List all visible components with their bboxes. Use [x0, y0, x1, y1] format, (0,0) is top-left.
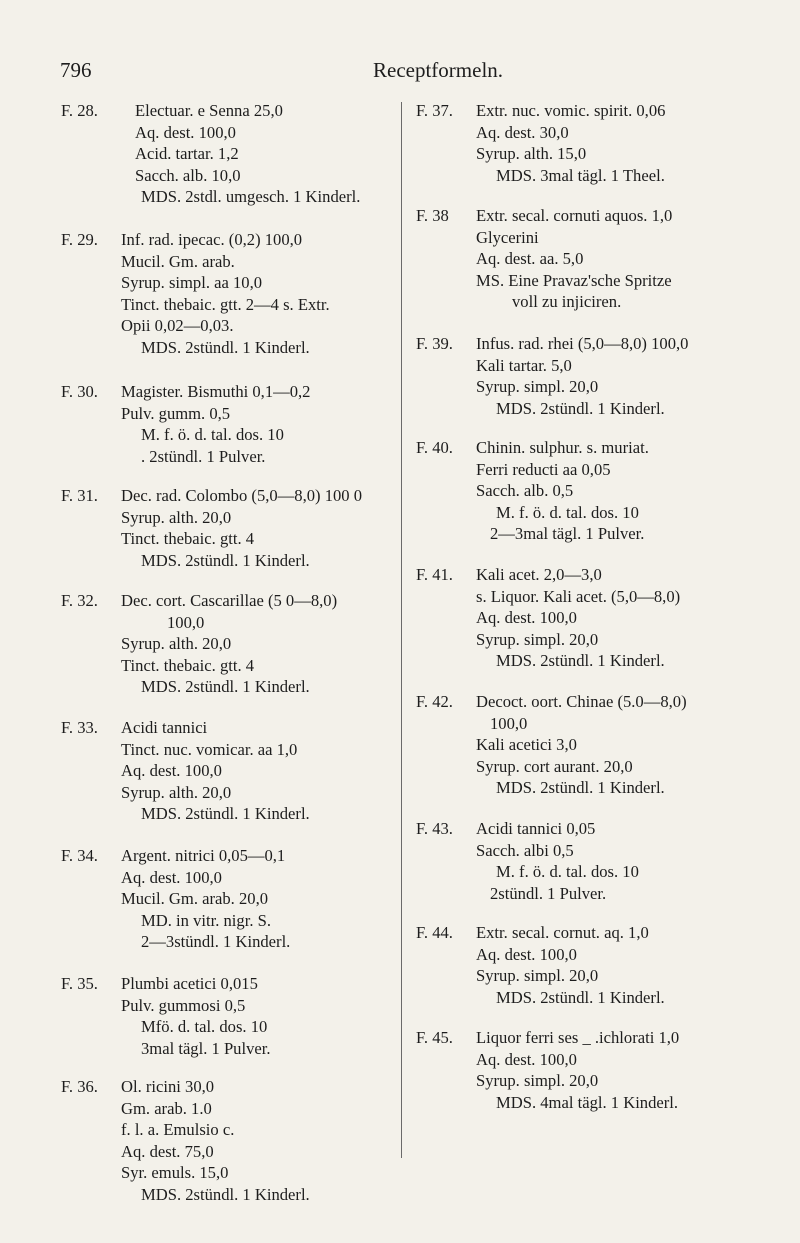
- recipe-line: Dec. cort. Cascarillae (5 0—8,0): [121, 591, 338, 610]
- recipe-line: Liquor ferri ses _ .ichlorati 1,0: [476, 1028, 680, 1047]
- recipe-line: Glycerini: [476, 227, 539, 247]
- recipe-line: MDS. 2stündl. 1 Kinderl.: [141, 550, 310, 570]
- recipe-line: Infus. rad. rhei (5,0—8,0) 100,0: [476, 334, 689, 353]
- recipe-line: Kali tartar. 5,0: [476, 355, 572, 375]
- recipe-line: Extr. secal. cornut. aq. 1,0: [476, 923, 649, 942]
- recipe-number: F. 36.: [61, 1077, 98, 1096]
- recipe-line: Syrup. simpl. 20,0: [476, 629, 599, 649]
- recipe-number: F. 43.: [416, 819, 453, 838]
- recipe-right-1: [416, 100, 800, 186]
- recipe-line: MDS. 2stündl. 1 Kinderl.: [496, 987, 665, 1007]
- recipe-line: Syr. emuls. 15,0: [121, 1163, 229, 1183]
- recipe-line: Tinct. nuc. vomicar. aa 1,0: [121, 739, 298, 759]
- recipe-line: Syrup. simpl. 20,0: [476, 966, 599, 986]
- recipe-line: Pulv. gumm. 0,5: [121, 403, 231, 423]
- recipe-number: F. 35.: [61, 974, 98, 993]
- recipe-line: Aq. dest. 100,0: [476, 1049, 577, 1069]
- recipe-line: Magister. Bismuthi 0,1—0,2: [121, 382, 311, 401]
- recipe-line: Inf. rad. ipecac. (0,2) 100,0: [121, 230, 303, 249]
- recipe-line: Tinct. thebaic. gtt. 2—4 s. Extr.: [121, 294, 330, 314]
- recipe-number: F. 28.: [61, 101, 98, 120]
- recipe-line: Aq. dest. 100,0: [135, 122, 236, 142]
- recipe-line: Syrup. alth. 20,0: [121, 782, 232, 802]
- recipe-left-2: [61, 229, 456, 359]
- recipe-line: Mucil. Gm. arab. 20,0: [121, 889, 269, 909]
- recipe-number: F. 41.: [416, 565, 453, 584]
- recipe-line: Aq. dest. 100,0: [121, 761, 222, 781]
- recipe-number: F. 31.: [61, 486, 98, 505]
- recipe-line: s. Liquor. Kali acet. (5,0—8,0): [476, 586, 681, 606]
- recipe-line: Chinin. sulphur. s. muriat.: [476, 438, 649, 457]
- recipe-number: F. 34.: [61, 846, 98, 865]
- recipe-number: F. 45.: [416, 1028, 453, 1047]
- recipe-left-6: [61, 717, 456, 825]
- recipe-line: Pulv. gummosi 0,5: [121, 995, 246, 1015]
- recipe-line: Plumbi acetici 0,015: [121, 974, 258, 993]
- recipe-number: F. 30.: [61, 382, 98, 401]
- recipe-line: Decoct. oort. Chinae (5.0—8,0): [476, 692, 687, 711]
- recipe-line: 2—3stündl. 1 Kinderl.: [141, 932, 291, 952]
- recipe-right-3: [416, 333, 800, 419]
- recipe-line: Extr. nuc. vomic. spirit. 0,06: [476, 101, 666, 120]
- recipe-left-1: [61, 100, 456, 208]
- recipe-line: MD. in vitr. nigr. S.: [141, 910, 272, 930]
- recipe-line: 100,0: [490, 713, 528, 733]
- recipe-line: Aq. dest. 100,0: [476, 608, 577, 628]
- recipe-left-7: [61, 845, 456, 953]
- recipe-left-5: [61, 590, 456, 698]
- recipe-left-8: [61, 973, 456, 1059]
- recipe-line: Syrup. alth. 20,0: [121, 634, 232, 654]
- recipe-line: Ferri reducti aa 0,05: [476, 459, 611, 479]
- recipe-line: MDS. 3mal tägl. 1 Theel.: [496, 165, 665, 185]
- recipe-right-8: [416, 922, 800, 1008]
- recipe-line: . 2stündl. 1 Pulver.: [141, 446, 266, 466]
- recipe-line: Tinct. thebaic. gtt. 4: [121, 655, 255, 675]
- recipe-number: F. 39.: [416, 334, 453, 353]
- recipe-right-2: [416, 205, 800, 313]
- recipe-line: 2stündl. 1 Pulver.: [490, 883, 607, 903]
- recipe-right-5: [416, 564, 800, 672]
- recipe-left-3: [61, 381, 456, 467]
- recipe-line: MDS. 2stündl. 1 Kinderl.: [141, 1184, 310, 1204]
- recipe-number: F. 29.: [61, 230, 98, 249]
- recipe-line: MDS. 2stündl. 1 Kinderl.: [141, 337, 310, 357]
- recipe-line: Aq. dest. 100,0: [476, 944, 577, 964]
- page-header: [60, 58, 760, 88]
- recipe-line: Syrup. cort aurant. 20,0: [476, 756, 633, 776]
- recipe-line: Sacch. alb. 0,5: [476, 481, 574, 501]
- recipe-number: F. 37.: [416, 101, 453, 120]
- recipe-line: Syrup. simpl. 20,0: [476, 1071, 599, 1091]
- recipe-line: Opii 0,02—0,03.: [121, 316, 234, 336]
- recipe-right-6: [416, 691, 800, 799]
- recipe-line: Aq. dest. aa. 5,0: [476, 249, 584, 269]
- recipe-line: Acidi tannici 0,05: [476, 819, 596, 838]
- recipe-right-4: [416, 437, 800, 545]
- recipe-line: Mfö. d. tal. dos. 10: [141, 1017, 268, 1037]
- recipe-line: Kali acetici 3,0: [476, 735, 577, 755]
- recipe-line: MDS. 2stündl. 1 Kinderl.: [141, 804, 310, 824]
- recipe-line: 2—3mal tägl. 1 Pulver.: [490, 524, 645, 544]
- column-divider: [401, 102, 402, 1158]
- recipe-line: Aq. dest. 30,0: [476, 122, 569, 142]
- recipe-line: MDS. 2stündl. 1 Kinderl.: [141, 677, 310, 697]
- recipe-line: Sacch. alb. 10,0: [135, 165, 241, 185]
- recipe-line: Sacch. albi 0,5: [476, 840, 574, 860]
- recipe-line: Dec. rad. Colombo (5,0—8,0) 100 0: [121, 486, 363, 505]
- recipe-line: f. l. a. Emulsio c.: [121, 1120, 235, 1140]
- recipe-line: MDS. 2stündl. 1 Kinderl.: [496, 398, 665, 418]
- recipe-number: F. 42.: [416, 692, 453, 711]
- recipe-left-9: [61, 1076, 456, 1206]
- recipe-line: M. f. ö. d. tal. dos. 10: [496, 862, 639, 882]
- recipe-line: Electuar. e Senna 25,0: [135, 101, 283, 120]
- running-title: Receptformeln.: [373, 58, 504, 82]
- recipe-line: Gm. arab. 1.0: [121, 1098, 212, 1118]
- recipe-line: Mucil. Gm. arab.: [121, 251, 235, 271]
- page-number: 796: [60, 58, 92, 82]
- recipe-left-4: [61, 485, 456, 571]
- recipe-line: MS. Eine Pravaz'sche Spritze: [476, 270, 672, 290]
- recipe-line: Tinct. thebaic. gtt. 4: [121, 529, 255, 549]
- recipe-line: MDS. 4mal tägl. 1 Kinderl.: [496, 1092, 679, 1112]
- recipe-line: MDS. 2stündl. 1 Kinderl.: [496, 651, 665, 671]
- recipe-line: 3mal tägl. 1 Pulver.: [141, 1038, 271, 1058]
- recipe-line: Syrup. alth. 15,0: [476, 144, 587, 164]
- recipe-line: Aq. dest. 100,0: [121, 867, 222, 887]
- recipe-line: MDS. 2stündl. 1 Kinderl.: [496, 778, 665, 798]
- recipe-right-7: [416, 818, 800, 904]
- recipe-number: F. 32.: [61, 591, 98, 610]
- recipe-line: Syrup. alth. 20,0: [121, 507, 232, 527]
- recipe-line: Aq. dest. 75,0: [121, 1141, 214, 1161]
- recipe-number: F. 33.: [61, 718, 98, 737]
- recipe-line: 100,0: [167, 612, 205, 632]
- recipe-right-9: [416, 1027, 800, 1113]
- recipe-line: Argent. nitrici 0,05—0,1: [121, 846, 286, 865]
- recipe-line: Syrup. simpl. aa 10,0: [121, 273, 263, 293]
- recipe-number: F. 38: [416, 206, 449, 225]
- recipe-line: M. f. ö. d. tal. dos. 10: [141, 425, 284, 445]
- recipe-number: F. 44.: [416, 923, 453, 942]
- recipe-line: MDS. 2stdl. umgesch. 1 Kinderl.: [141, 187, 361, 207]
- recipe-line: Acidi tannici: [121, 718, 208, 737]
- recipe-line: Kali acet. 2,0—3,0: [476, 565, 602, 584]
- recipe-line: Acid. tartar. 1,2: [135, 144, 239, 164]
- recipe-line: M. f. ö. d. tal. dos. 10: [496, 502, 639, 522]
- recipe-line: Ol. ricini 30,0: [121, 1077, 215, 1096]
- recipe-line: voll zu injiciren.: [512, 292, 622, 312]
- recipe-number: F. 40.: [416, 438, 453, 457]
- recipe-line: Extr. secal. cornuti aquos. 1,0: [476, 206, 673, 225]
- recipe-line: Syrup. simpl. 20,0: [476, 377, 599, 397]
